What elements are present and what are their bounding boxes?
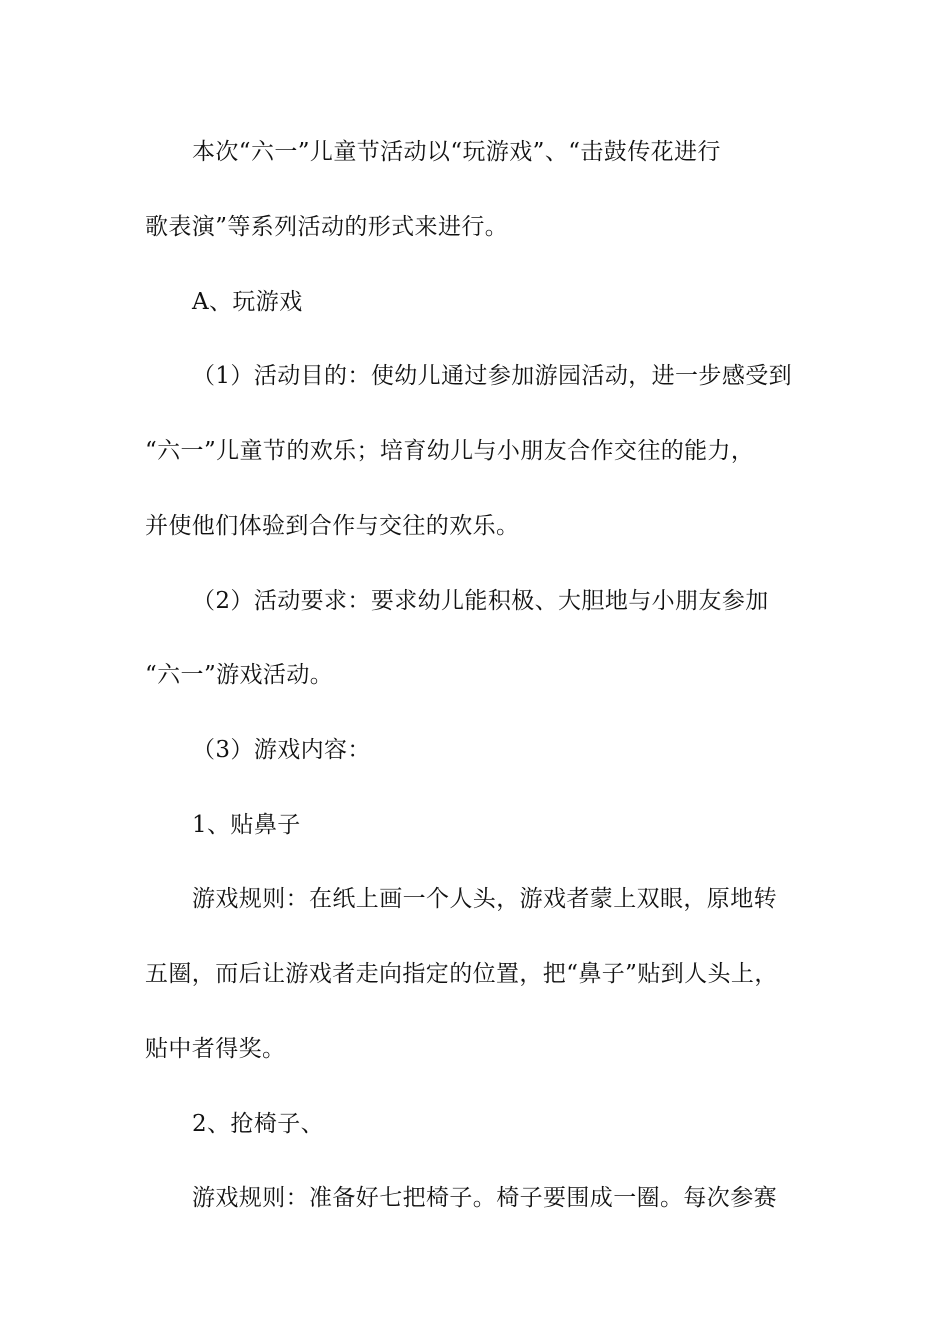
paragraph-intro-line-1: 本次“六一”儿童节活动以“玩游戏”、“击鼓传花进行	[192, 139, 721, 165]
purpose-line-1: （1）活动目的：使幼儿通过参加游园活动，进一步感受到	[192, 363, 793, 389]
content-heading: （3）游戏内容：	[192, 737, 371, 763]
requirement-line-1: （2）活动要求：要求幼儿能积极、大胆地与小朋友参加	[192, 588, 769, 614]
requirement-line-2: “六一”游戏活动。	[145, 662, 334, 688]
game-2-rule-line-1: 游戏规则：准备好七把椅子。椅子要围成一圈。每次参赛	[192, 1185, 777, 1211]
purpose-line-2: “六一”儿童节的欢乐；培育幼儿与小朋友合作交往的能力，	[145, 438, 755, 464]
game-1-rule-line-2: 五圈，而后让游戏者走向指定的位置，把“鼻子”贴到人头上，	[145, 961, 778, 987]
game-1-title: 1、贴鼻子	[192, 812, 301, 838]
game-1-rule-line-3: 贴中者得奖。	[145, 1036, 286, 1062]
section-a-heading: A、玩游戏	[192, 289, 303, 315]
paragraph-intro-line-2: 歌表演”等系列活动的形式来进行。	[145, 214, 509, 240]
game-2-title: 2、抢椅子、	[192, 1111, 325, 1137]
purpose-line-3: 并使他们体验到合作与交往的欢乐。	[145, 513, 520, 539]
game-1-rule-line-1: 游戏规则：在纸上画一个人头，游戏者蒙上双眼，原地转	[192, 886, 777, 912]
